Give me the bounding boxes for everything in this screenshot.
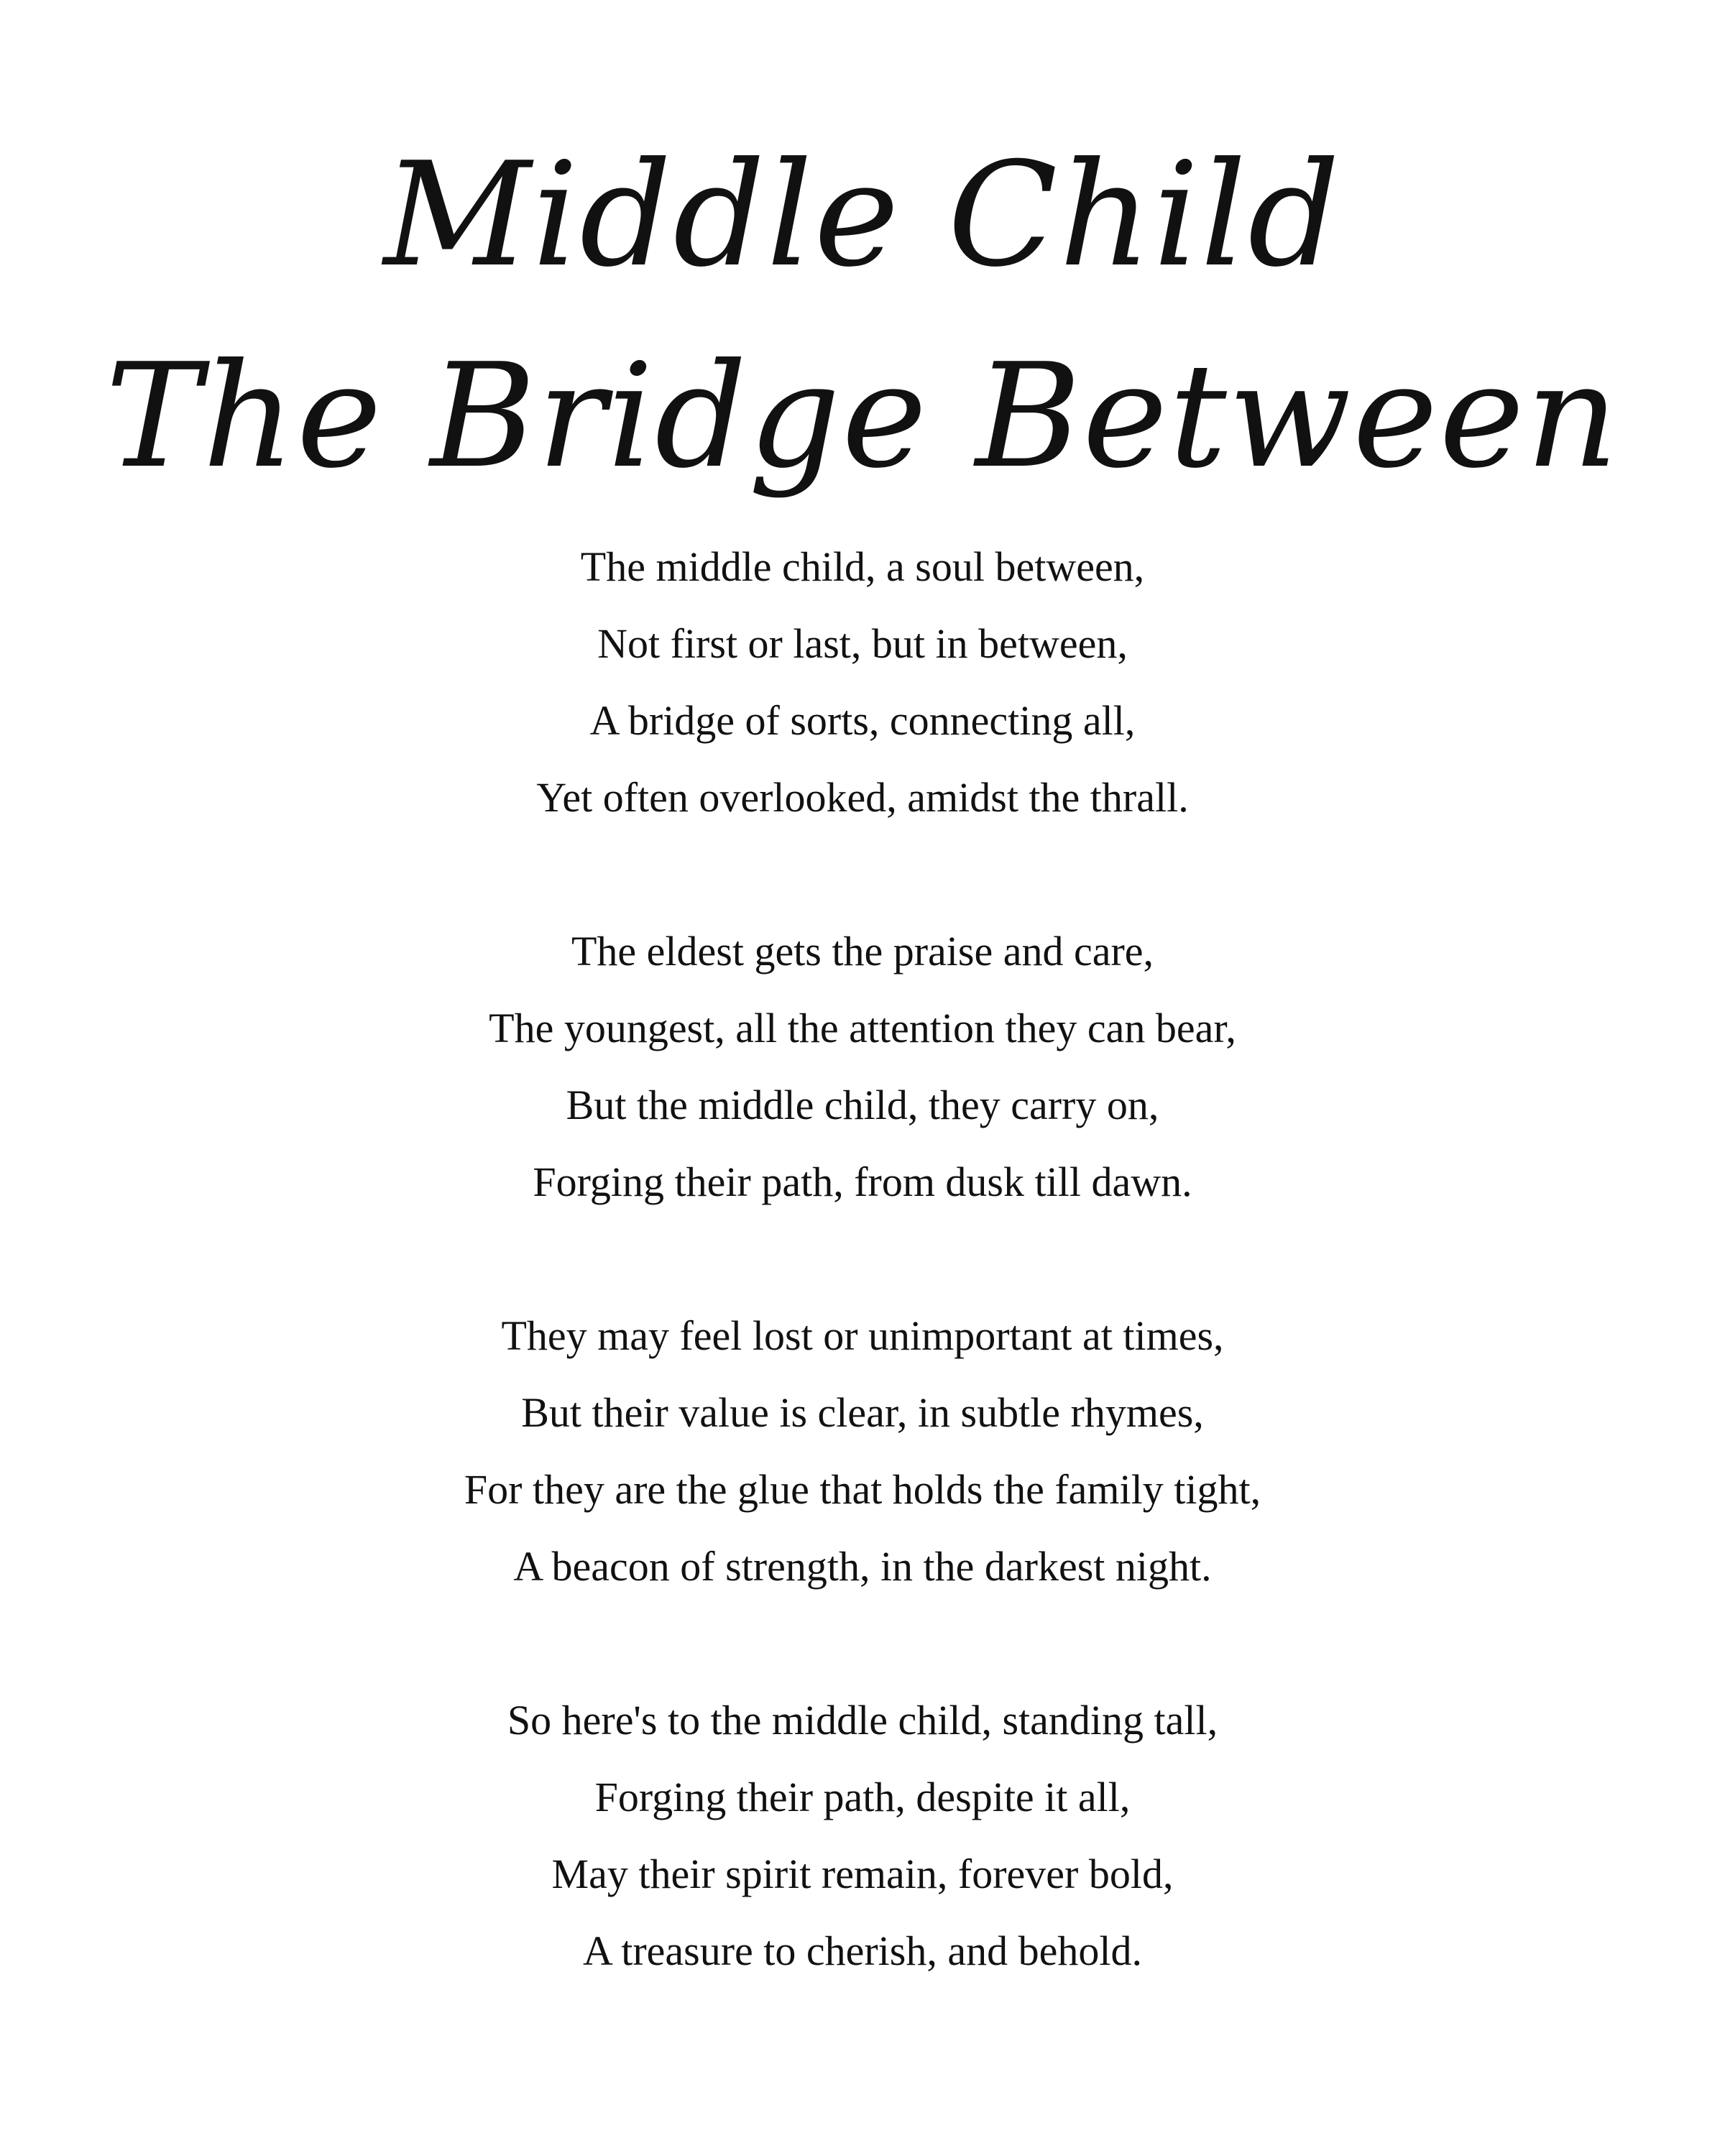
poem-line: So here's to the middle child, standing tall, — [507, 1697, 1218, 1743]
stanza-1 — [0, 528, 1725, 836]
poem-line: The middle child, a soul between, — [580, 543, 1145, 590]
poem-body — [0, 528, 1725, 2066]
title-line-2: The Bridge Between — [105, 333, 1620, 500]
poem-line: For they are the glue that holds the family tight, — [464, 1466, 1261, 1513]
poem-line: May their spirit remain, forever bold, — [551, 1851, 1174, 1897]
poem-line: Forging their path, from dusk till dawn. — [533, 1158, 1192, 1205]
poem-line: Not first or last, but in between, — [597, 620, 1128, 667]
poem-line: But the middle child, they carry on, — [566, 1082, 1159, 1128]
poem-line: Forging their path, despite it all, — [594, 1774, 1131, 1820]
poem-line: A bridge of sorts, connecting all, — [589, 697, 1136, 744]
title-line-1: Middle Child — [383, 132, 1342, 299]
poem-line: Yet often overlooked, amidst the thrall. — [536, 774, 1189, 821]
poem-line: They may feel lost or unimportant at times, — [501, 1312, 1224, 1359]
poem-line: The youngest, all the attention they can bear, — [489, 1005, 1236, 1051]
poem-line: A treasure to cherish, and behold. — [583, 1927, 1142, 1974]
stanza-4 — [0, 1682, 1725, 1989]
poem-line: But their value is clear, in subtle rhymes, — [521, 1389, 1204, 1436]
title-block — [0, 122, 1725, 500]
stanza-2 — [0, 913, 1725, 1220]
poem-line: A beacon of strength, in the darkest night. — [513, 1543, 1212, 1590]
poem-line: The eldest gets the praise and care, — [571, 928, 1154, 975]
stanza-3 — [0, 1297, 1725, 1605]
